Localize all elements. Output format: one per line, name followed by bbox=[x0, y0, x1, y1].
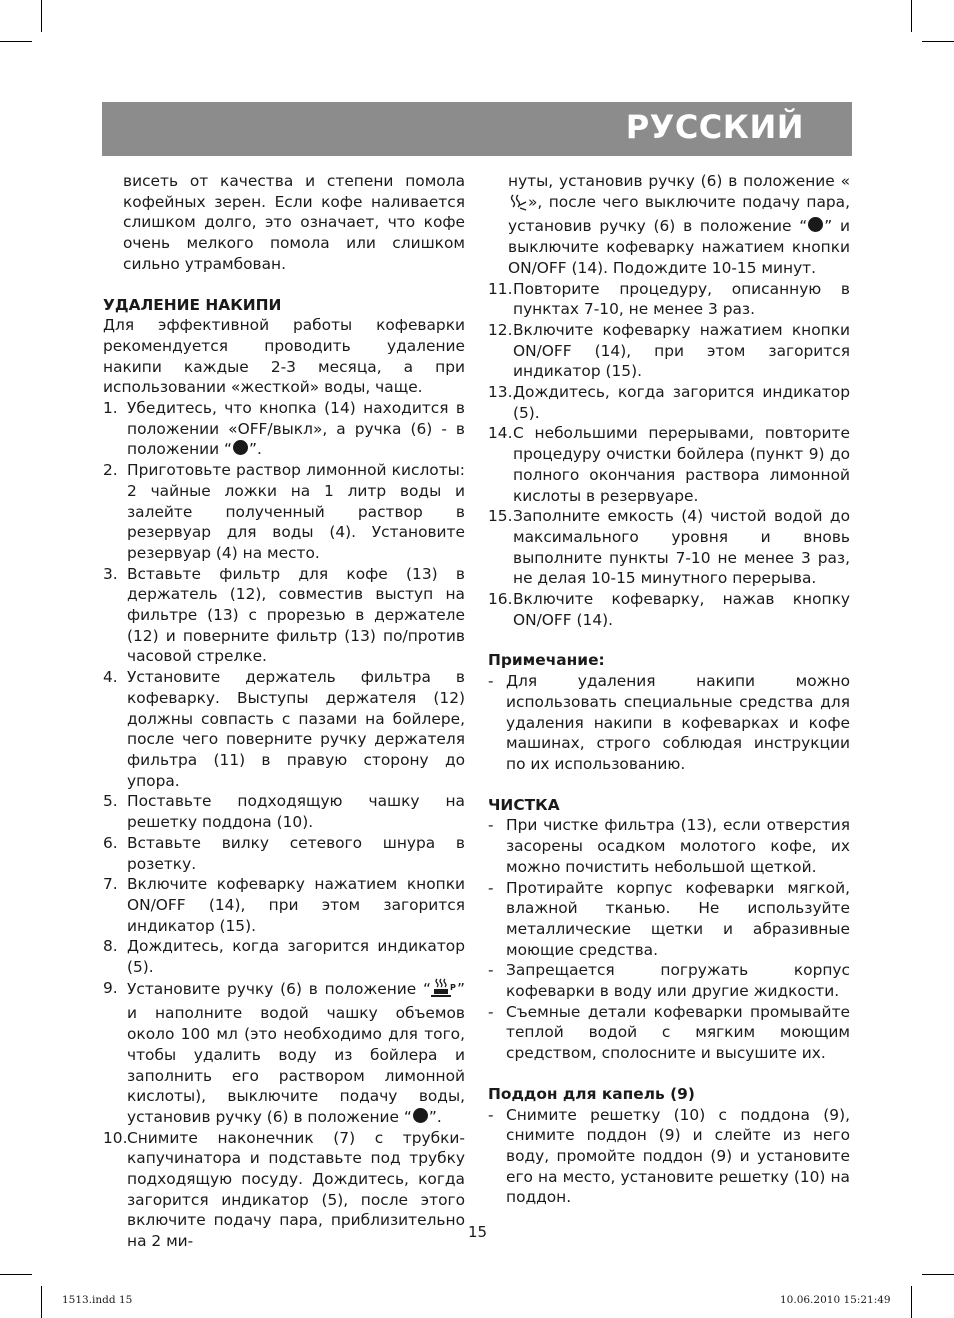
list-item: 12. Включите кофеварку нажатием кнопки ON/OFF (14), при этом загорится индикатор (15). bbox=[488, 320, 850, 381]
crop-mark bbox=[922, 1274, 954, 1275]
list-item: 11. Повторите процедуру, описанную в пунктах 7-10, не менее 3 раз. bbox=[488, 279, 850, 319]
footer-file-info: 1513.indd 15 bbox=[62, 1294, 133, 1306]
off-position-dot-icon bbox=[808, 217, 823, 232]
crop-mark bbox=[41, 0, 42, 32]
list-item: 5. Поставьте подходящую чашку на решетку поддона (10). bbox=[103, 792, 465, 832]
list-item: 2. Приготовьте раствор лимонной кислоты: 2 чайные ложки на 1 литр воды и залейте полученный раствор в резервуар для воды (4). Установите резервуар (4) на место. bbox=[103, 461, 465, 562]
list-item: - Съемные детали кофеварки промывайте теплой водой с мягким моющим средством, сполосните и высушите их. bbox=[488, 1002, 850, 1063]
crop-mark bbox=[0, 1274, 32, 1275]
list-item: - Запрещается погружать корпус кофеварки в воду или другие жидкости. bbox=[488, 961, 850, 1001]
left-column bbox=[103, 171, 465, 1252]
list-item: 13. Дождитесь, когда загорится индикатор (5). bbox=[488, 383, 850, 422]
crop-mark bbox=[922, 41, 954, 42]
section-title-descaling: УДАЛЕНИЕ НАКИПИ bbox=[103, 295, 282, 314]
list-item: 6. Вставьте вилку сетевого шнура в розетку. bbox=[103, 833, 465, 873]
note-title: Примечание: bbox=[488, 651, 605, 670]
hot-water-cup-icon bbox=[431, 978, 457, 1004]
list-item: 16. Включите кофеварку, нажав кнопку ON/OFF (14). bbox=[488, 590, 850, 629]
list-item: 3. Вставьте фильтр для кофе (13) в держатель (12), совместив выступ на фильтре (13) с прорезью в держателе (12) и поверните фильтр (13) по/против часовой стрелке. bbox=[103, 564, 465, 666]
descaling-paragraph: Для эффективной работы кофеварки рекомендуется проводить удаление накипи каждые 2-3 месяца, а при использовании «жесткой» воды, чаще. bbox=[103, 316, 465, 397]
list-item: 9. Установите ручку (6) в положение “ P ” и наполните водой чашку объемов около 100 мл (это необходимо для того, чтобы удалить воду из бойлера и заполнить его раствором лимонной кислоты), выключите подачу воды, установив ручку (6) в положение “ ”. bbox=[103, 978, 465, 1126]
list-item: 14. С небольшими перерывами, повторите процедуру очистки бойлера (пункт 9) до полного окончания раствора лимонной кислоты в резервуаре. bbox=[488, 424, 850, 505]
list-item: 1. Убедитесь, что кнопка (14) находится в положении «OFF/выкл», а ручка (6) - в положении “ ”. bbox=[103, 399, 465, 459]
language-title: РУССКИЙ bbox=[625, 108, 804, 146]
footer-datetime: 10.06.2010 15:21:49 bbox=[780, 1294, 891, 1306]
section-title-cleaning: ЧИСТКА bbox=[488, 795, 560, 814]
svg-text:P: P bbox=[450, 982, 456, 992]
steam-icon bbox=[508, 193, 528, 217]
crop-mark bbox=[0, 41, 32, 42]
list-item: 10. Снимите наконечник (7) с трубки-капучинатора и подставьте под трубку подходящую посуду. Дождитесь, когда загорится индикатор (5), после этого включите подачу пара, приблизительно на 2 ми- bbox=[103, 1128, 465, 1251]
intro-paragraph: висеть от качества и степени помола кофейных зерен. Если кофе наливается слишком долго, это означает, что кофе очень мелкого помола или слишком сильно утрамбован. bbox=[123, 172, 465, 273]
list-item: - Снимите решетку (10) с поддона (9), снимите поддон (9) и слейте из него воду, промойте поддон (9) и установите его на место, установите решетку (10) на поддон. bbox=[488, 1105, 850, 1207]
list-item: 4. Установите держатель фильтра в кофеварку. Выступы держателя (12) должны совпасть с пазами на бойлере, после чего поверните ручку держателя фильтра (11) в правую сторону до упора. bbox=[103, 668, 465, 790]
off-position-dot-icon bbox=[413, 1108, 428, 1123]
list-item: - При чистке фильтра (13), если отверстия засорены осадком молотого кофе, их можно почистить небольшой щеткой. bbox=[488, 816, 850, 876]
crop-mark bbox=[911, 1286, 912, 1318]
continued-paragraph: нуты, установив ручку (6) в положение «», после чего выключите подачу пара, установив ручку (6) в положение “ ” и выключите кофеварку нажатием кнопки ON/OFF (14). Подождите 10-15 минут. bbox=[508, 172, 850, 277]
crop-mark bbox=[911, 0, 912, 32]
list-item: - Протирайте корпус кофеварки мягкой, влажной тканью. Не используйте металлические щетки и абразивные моющие средства. bbox=[488, 878, 850, 959]
list-item: 8. Дождитесь, когда загорится индикатор (5). bbox=[103, 937, 465, 977]
crop-mark bbox=[41, 1286, 42, 1318]
right-column bbox=[488, 171, 850, 1208]
list-item: 15. Заполните емкость (4) чистой водой до максимального уровня и вновь выполните пункты 7-10 не менее 3 раз, не делая 10-15 минутного перерыва. bbox=[488, 507, 850, 588]
off-position-dot-icon bbox=[233, 440, 248, 455]
language-header-bar bbox=[102, 102, 852, 156]
page-number: 15 bbox=[468, 1223, 488, 1241]
list-item: 7. Включите кофеварку нажатием кнопки ON/OFF (14), при этом загорится индикатор (15). bbox=[103, 875, 465, 935]
section-title-drip-tray: Поддон для капель (9) bbox=[488, 1084, 695, 1103]
list-item: - Для удаления накипи можно использовать специальные средства для удаления накипи в кофеварках и кофе машинах, строго соблюдая инструкции по их использованию. bbox=[488, 672, 850, 773]
